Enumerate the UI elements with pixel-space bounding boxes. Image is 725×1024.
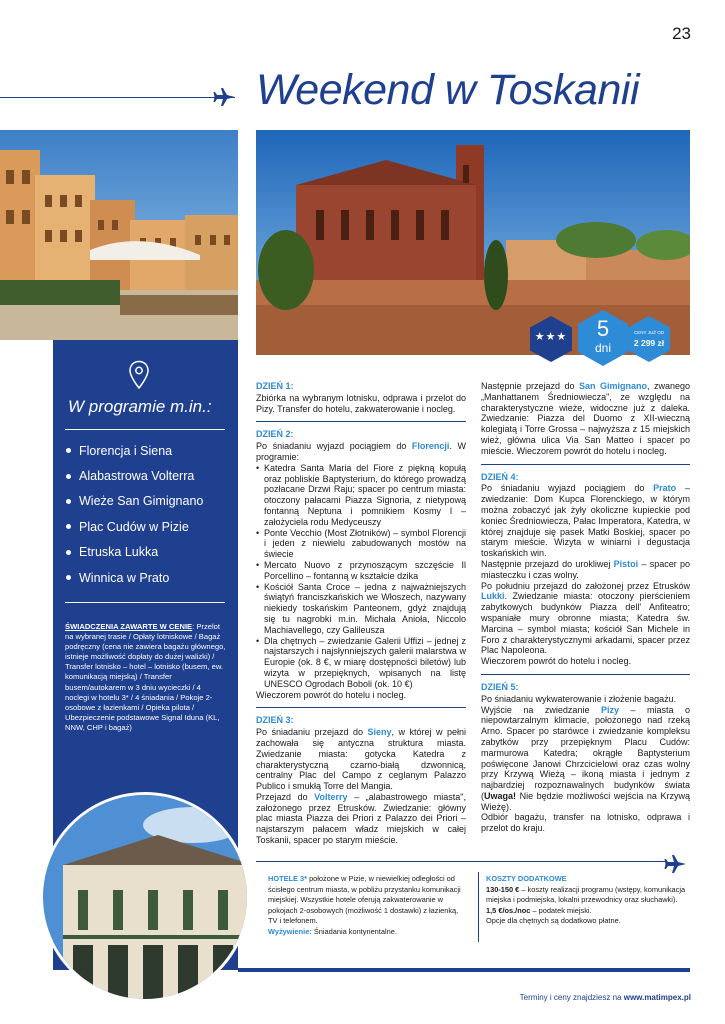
- day-2-outro: Wieczorem powrót do hotelu i nocleg.: [256, 689, 407, 700]
- board-heading: Wyżywienie:: [268, 926, 312, 936]
- services-text: : Przelot na wybranej trasie / Opłaty lotniskowe / Bagaż podręczny (cena nie zawiera bagażu głównego, istnieje możliwość dopłaty do dużej walizki) / Transfer lotnisko – hotel – lotnisko (busem, ew. komunikacją miejską) / Transfer busem/autokarem w 3 dniu wycieczki / 4 noclegi w hotelu 3* / 4 śniadania / Pokoje 2-osobowe z łazienkami / Opieka pilota / Ubezpieczenie podstawowe Signal Iduna (KL, NNW, CHP i bagaż): [65, 622, 226, 732]
- day-5-pisa: Wyjście na zwiedzanie Pizy – miasta o niepowtarzalnym klimacie, położonego nad rzeką Arno. Spacer po starówce i zwiedzanie kompleksu zabytków przy przepięknym Placu Cudów: marmurowa Katedra; okrągłe Baptysterium poświęcone Janowi Chrzcicielowi oraz czas wolny przy Krzywą Wieżą – ikoną miasta i jednym z najbardziej rozpoznawalnych budynków świata (Uwaga! Nie będzie możliwości wejścia na Krzywą Wieżę).: [481, 704, 690, 812]
- city-siena: Sieny: [367, 727, 392, 738]
- costs-heading: KOSZTY DODATKOWE: [486, 874, 567, 883]
- day-5-heading: DZIEŃ 5:: [481, 681, 519, 692]
- city-florence: Florencji: [411, 441, 450, 452]
- days-number: 5: [596, 316, 610, 341]
- location-pin-icon: [128, 360, 150, 390]
- extra-costs: KOSZTY DODATKOWE 130-150 € – koszty realizacji programu (wstępy, komunikacja miejska i podmiejska, lokalni przewodnicy oraz słuchawki). 1,5 €/os./noc – podatek miejski. Opcje dla chętnych są dodatkowo płatne.: [486, 874, 686, 926]
- city-prato: Prato: [653, 483, 677, 494]
- title-rule: [0, 97, 235, 98]
- footer-note: Terminy i ceny znajdziesz na www.matimpex.pl: [519, 993, 691, 1002]
- day-2-bullet: • Katedra Santa Maria del Fiore z piękną kopułą oraz pobliskie Baptysterium, do którego prowadzą pozłacane Drzwi Raju; spacer po centrum miasta: otoczony pałacami Piazza Signoria, z nietypową fontanną Neptuna i pomnikiem Kosmy I – założyciela rodu Medyceuszy: [256, 463, 466, 528]
- programme-title: W programie m.in.:: [68, 397, 212, 416]
- day-5-departure: Odbiór bagażu, transfer na lotnisko, odprawa i przelot do kraju.: [481, 812, 690, 834]
- hotel-text: położone w Pizie, w niewielkiej odległości od ścisłego centrum miasta, w pobliżu przystanku komunikacji miejskiej. Wszystkie hotele oferują zakwaterowanie w pokojach 2-osobowych (możliwość 1 dostawki) z łazienką, TV i telefonem.: [268, 874, 461, 926]
- day-1-text: Zbiórka na wybranym lotnisku, odprawa i przelot do Pizy. Transfer do hotelu, zakwaterowanie i nocleg.: [256, 392, 466, 414]
- day-3-volterra: Przejazd do Volterry – „alabastrowego miasta", założonego przez Etrusków. Zwiedzanie: główny plac miasta Piazza dei Priori z Palazzo dei Priori – najstarszym pałacem władz miejskich w całej Toskanii, spacer po starym mieście.: [256, 791, 466, 846]
- day-3-siena: Po śniadaniu przejazd do Sieny, w której w pełni zachowała się antyczna struktura miasta. Zwiedzanie miasta: gotycka Katedra z charakterystyczną czarno-białą dzwonnicą, centralny Plac del Campo z ceglanym Palazzo Publico i smukłą Torre del Mangia.: [256, 727, 466, 792]
- day-4-pistoia: Następnie przejazd do urokliwej Pistoi – spacer po miasteczku i czas wolny.: [481, 558, 690, 580]
- city-pisa: Pizy: [600, 704, 619, 715]
- city-pistoia: Pistoi: [613, 558, 639, 569]
- programme-rule-bottom: [65, 602, 225, 603]
- programme-item: Winnica w Prato: [66, 565, 203, 590]
- days-badge: [578, 310, 628, 366]
- warning-label: Uwaga!: [484, 790, 517, 801]
- rating-badge: [530, 316, 572, 362]
- program-cost: 130-150 €: [486, 884, 520, 894]
- hotel-info: [268, 874, 468, 938]
- services-title: ŚWIADCZENIA ZAWARTE W CENIE: [65, 622, 193, 631]
- day-divider: [256, 421, 466, 422]
- itinerary-column-left: [256, 381, 466, 846]
- day-4-outro: Wieczorem powrót do hotelu i nocleg.: [481, 656, 632, 667]
- lucca-piazza-photo: [0, 130, 238, 340]
- hotel-heading: HOTELE 3*: [268, 874, 308, 883]
- day-2-heading: DZIEŃ 2:: [256, 429, 294, 440]
- day-2-intro: Po śniadaniu wyjazd pociągiem do Florencji. W programie:: [256, 441, 466, 462]
- airplane-icon: [664, 852, 688, 876]
- price-badge: [628, 316, 670, 362]
- florence-baptistery-photo: [40, 792, 250, 1002]
- day-2-bullet: • Kościół Santa Croce – jedna z najważniejszych świątyń franciszkańskich we Włoszech, nazywany niekiedy toskańskim Panteonem, gdyż znajdują się tu nagrobki m.in. Michała Anioła, Niccolo Machiavellego, czy Galileusza: [256, 582, 466, 636]
- programme-item: Florencja i Siena: [66, 438, 203, 463]
- day-2-bullet: • Mercato Nuovo z przynoszącym szczęście Il Porcellino – fontanną w kształcie dzika: [256, 560, 466, 582]
- day-divider: [481, 674, 690, 675]
- city-tax: 1,5 €/os./noc: [486, 905, 531, 915]
- programme-rule-top: [65, 429, 225, 430]
- day-2-bullet: • Ponte Vecchio (Most Złotników) – symbol Florencji i jeden z niewielu zabudowanych mostów na świecie: [256, 528, 466, 560]
- programme-item: Wieże San Gimignano: [66, 489, 203, 514]
- day-divider: [481, 464, 690, 465]
- day-2-bullet: • Dla chętnych – zwiedzanie Galerii Uffizi – jednej z najstarszych i najsłynniejszych galerii malarstwa w Europie (ok. 8 €, w miarę dostępności biletów) lub wizyta w przepięknych, wpisanych na listę UNESCO Ogrodach Boboli (ok. 10 €): [256, 636, 466, 690]
- page-number: 23: [672, 24, 691, 43]
- info-rule: [256, 861, 666, 862]
- day-3-heading: DZIEŃ 3:: [256, 715, 294, 726]
- price-value: 2 299 zł: [633, 338, 665, 348]
- price-caption: CENY JUŻ OD: [634, 330, 664, 335]
- programme-list: [66, 438, 203, 590]
- programme-item: Alabastrowa Volterra: [66, 463, 203, 488]
- programme-item: Etruska Lukka: [66, 540, 203, 565]
- website-link[interactable]: www.matimpex.pl: [623, 993, 691, 1002]
- star-rating: ★★★: [534, 331, 568, 343]
- day-4-lucca: Po południu przejazd do założonej przez Etrusków Lukki. Zwiedzanie miasta: otoczony pierścieniem zabytkowych budynków Piazza dell' Anfiteatro; wspaniałe mury obronne miasta; Katedra św. Marcina – symbol miasta; kościół San Michele in Foro z charakterystycznymi arkadami, spacer przez Plac Napoleona.: [481, 580, 690, 656]
- options-note: Opcje dla chętnych są dodatkowo płatne.: [486, 916, 621, 926]
- included-services: [65, 622, 227, 733]
- day-4-prato: Po śniadaniu wyjazd pociągiem do Prato – zwiedzanie: Dom Kupca Florenckiego, w którym można zobaczyć jak żyły okoliczne kupieckie pod koniec Średniowiecza, Pałac Imperatora, Katedra, w której znajduje się pasek Matki Boskiej, spacer po starym mieście. Wizyta w winiarni i degustacja toskańskich win.: [481, 483, 690, 559]
- airplane-icon: [213, 85, 237, 109]
- day-5-checkout: Po śniadaniu wykwaterowanie i złożenie bagażu.: [481, 693, 677, 704]
- info-divider: [478, 872, 479, 942]
- city-san-gimignano: San Gimignano: [579, 381, 647, 391]
- day-3-san-gimignano: Następnie przejazd do San Gimignano, zwanego „Manhattanem Średniowiecza", ze względu na charakterystyczne wieże, widoczne już z daleka. Zwiedzanie: Piazza del Duomo z XII-wieczną kolegiatą i Torre Grossa – najwyższa z 15 miejskich wież, główna ulica Via San Matteo i spacer po mieście. Wieczorem powrót do hotelu i nocleg.: [481, 381, 690, 456]
- programme-item: Plac Cudów w Pizie: [66, 514, 203, 539]
- board-text: Śniadania kontynentalne.: [311, 926, 397, 936]
- day-divider: [256, 707, 466, 708]
- days-label: dni: [594, 341, 611, 355]
- page-title: Weekend w Toskanii: [256, 66, 639, 114]
- day-1-heading: DZIEŃ 1:: [256, 381, 294, 391]
- bottom-bar: [238, 968, 690, 972]
- itinerary-column-right: [481, 381, 690, 834]
- city-lucca: Lukki: [481, 591, 505, 602]
- city-volterra: Volterry: [314, 791, 348, 802]
- day-4-heading: DZIEŃ 4:: [481, 471, 519, 482]
